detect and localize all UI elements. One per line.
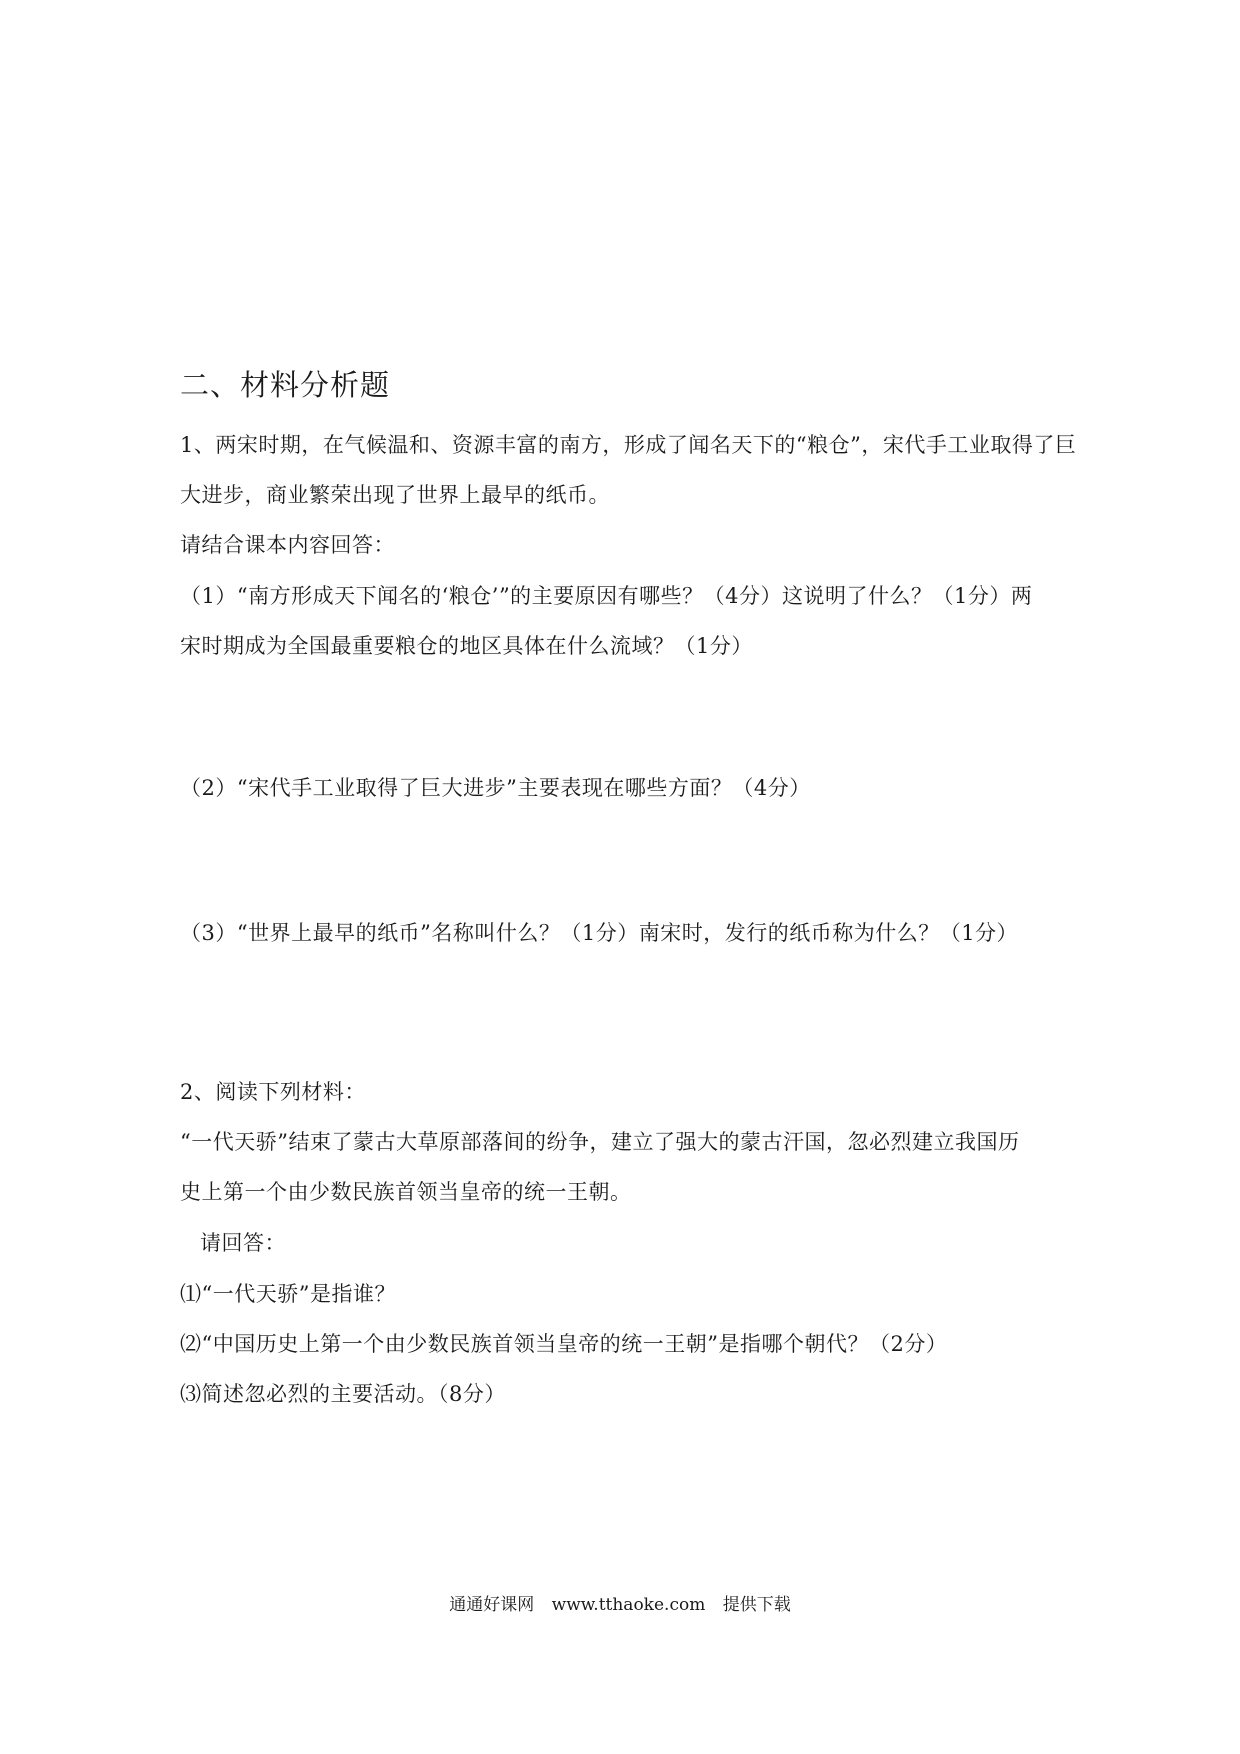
q2-sub2: ⑵“中国历史上第一个由少数民族首领当皇帝的统一王朝”是指哪个朝代？（2分） [180, 1332, 948, 1356]
footer-url[interactable]: www.tthaoke.com [551, 1595, 706, 1615]
q1-sub2: （2）“宋代手工业取得了巨大进步”主要表现在哪些方面？（4分） [180, 776, 811, 800]
footer-site-name: 通通好课网 [449, 1595, 535, 1615]
q2-sub3: ⑶简述忽必烈的主要活动。（8分） [180, 1382, 506, 1406]
q2-prompt: 请回答： [200, 1231, 286, 1255]
q2-material-line-1: “一代天骄”结束了蒙古大草原部落间的纷争，建立了强大的蒙古汗国，忽必烈建立我国历 [180, 1130, 1020, 1154]
q2-intro: 2、阅读下列材料： [180, 1080, 366, 1104]
footer-suffix: 提供下载 [722, 1595, 791, 1615]
page-footer [0, 1593, 1240, 1617]
q1-sub1-line-1: （1）“南方形成天下闻名的‘粮仓’”的主要原因有哪些？（4分）这说明了什么？（1分）两 [180, 584, 1033, 608]
q1-sub3: （3）“世界上最早的纸币”名称叫什么？（1分）南宋时，发行的纸币称为什么？（1分） [180, 921, 1019, 945]
section-title: 二、材料分析题 [180, 368, 391, 402]
q1-text-line-2: 大进步，商业繁荣出现了世界上最早的纸币。 [180, 483, 610, 507]
q2-material-line-2: 史上第一个由少数民族首领当皇帝的统一王朝。 [180, 1180, 632, 1204]
q2-sub1: ⑴“一代天骄”是指谁？ [180, 1282, 396, 1306]
q1-text-line-1: 1、两宋时期，在气候温和、资源丰富的南方，形成了闻名天下的“粮仓”，宋代手工业取得了巨 [180, 433, 1077, 457]
q1-sub1-line-2: 宋时期成为全国最重要粮仓的地区具体在什么流域？（1分） [180, 634, 753, 658]
q1-prompt: 请结合课本内容回答： [180, 533, 395, 557]
